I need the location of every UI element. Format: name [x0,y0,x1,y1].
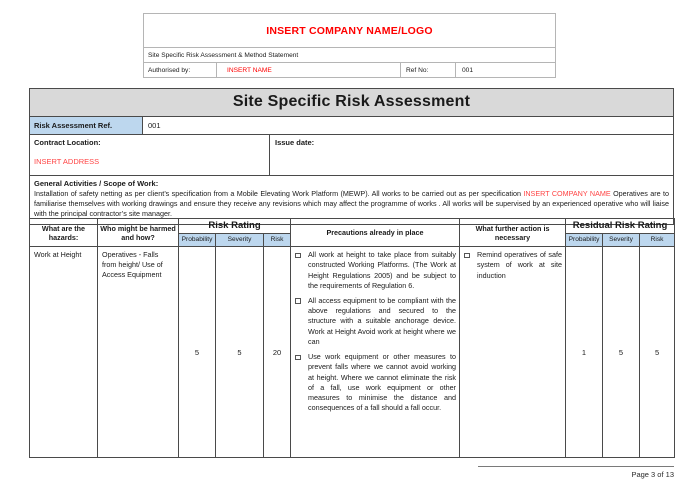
contract-location-address[interactable]: INSERT ADDRESS [34,157,100,166]
risk-assessment-ref-row [30,117,673,135]
list-item: Use work equipment or other measures to prevent falls where we cannot avoid working at height. Where we cannot eliminate the risk of a fall, use work equipment or other measures to minimise the distance and consequences of a fall should a fall occur. [292,352,456,413]
cell-residual-probability: 1 [566,247,603,458]
letterhead-authorised-row [144,62,555,77]
contract-location-label: Contract Location: [34,138,101,147]
contract-location-row [30,135,673,176]
col-header-severity: Severity [216,233,264,246]
document-header-table [29,88,674,225]
ref-no-value[interactable]: 001 [455,63,555,77]
company-logo-area [144,14,555,47]
cell-hazard: Work at Height [30,247,98,458]
general-text-part2: Operatives are to familiarise themselves with working drawings and ensure they receive any revisions which may affect the programme of works . All works will be supervised by an experienced operative who will liaise with the principal contractor’s site manager. [34,189,669,219]
list-item: Remind operatives of safe system of work at site induction [461,250,562,281]
issue-date-cell [270,135,673,175]
col-header-residual-risk: Risk [640,233,675,246]
cell-severity: 5 [216,247,264,458]
risk-assessment-table [29,218,675,458]
authorised-by-value[interactable]: INSERT NAME [216,63,400,77]
col-header-who-harmed: Who might be harmed and how? [98,219,179,247]
contract-location-cell [30,135,270,175]
col-header-further-action: What further action is necessary [460,219,566,247]
issue-date-label: Issue date: [275,138,315,147]
cell-who-harmed: Operatives - Falls from height/ Use of Access Equipment [98,247,179,458]
general-text-part1: Installation of safety netting as per client’s specification from a Mobile Elevating Work Platform (MEWP). All works to be carried out as per specification [34,189,524,198]
col-header-residual-probability: Probability [566,233,603,246]
page-footer [478,466,674,479]
letterhead-block [143,13,556,78]
list-item: All access equipment to be compliant with the above regulations and secured to the structure with a suitable anchorage device. Work at Height Avoid work at height where we can [292,296,456,347]
col-header-precautions: Precautions already in place [291,219,460,247]
cell-precautions [291,247,460,458]
ref-no-label: Ref No: [400,63,455,77]
table-row [30,247,675,458]
col-header-residual-risk-rating: Residual Risk Rating [566,219,675,234]
risk-assessment-ref-label: Risk Assessment Ref. [30,117,143,134]
precautions-list [292,248,458,413]
further-action-list [461,248,564,281]
cell-residual-severity: 5 [603,247,640,458]
cell-probability: 5 [179,247,216,458]
letterhead-doc-title-row [144,47,555,62]
cell-residual-risk: 5 [640,247,675,458]
general-activities-text [34,189,669,220]
general-text-highlight: INSERT COMPANY NAME [523,189,611,198]
list-item: All work at height to take place from suitably constructed Working Platforms. (The Work at Height Regulations 2005) and be subject to the requirements of Regulation 6. [292,250,456,291]
page-title: Site Specific Risk Assessment [30,89,673,117]
company-logo-text: INSERT COMPANY NAME/LOGO [266,24,433,37]
col-header-hazards: What are the hazards: [30,219,98,247]
letterhead-doc-title: Site Specific Risk Assessment & Method Statement [148,51,299,59]
authorised-by-label: Authorised by: [148,66,191,74]
cell-risk: 20 [264,247,291,458]
col-header-risk: Risk [264,233,291,246]
col-header-risk-rating: Risk Rating [179,219,291,234]
cell-further-action [460,247,566,458]
risk-assessment-ref-value[interactable]: 001 [148,121,161,130]
col-header-residual-severity: Severity [603,233,640,246]
col-header-probability: Probability [179,233,216,246]
page-number-label: Page 3 of 13 [631,470,674,479]
table-header-row-1 [30,219,675,234]
general-activities-label: General Activities / Scope of Work: [34,179,159,188]
